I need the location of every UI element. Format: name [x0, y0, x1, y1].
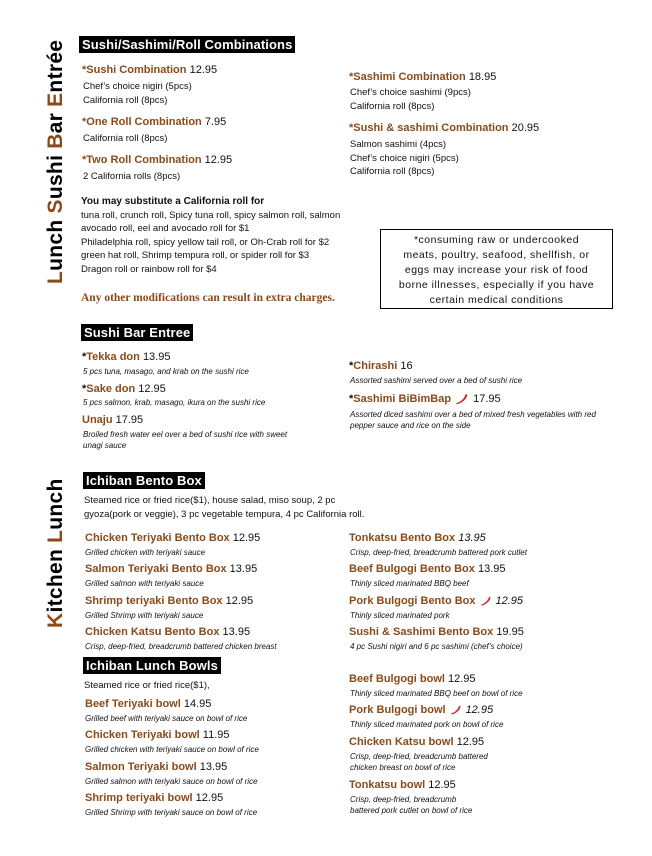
menu-item-title: *One Roll Combination 7.95	[82, 116, 227, 128]
side-word: ntrée	[44, 39, 67, 93]
section-header-combinations: Sushi/Sashimi/Roll Combinations	[79, 36, 295, 53]
chili-pepper-icon	[455, 393, 469, 405]
menu-item-desc: Crisp, deep-fried, breadcrumb battered chicken breast	[85, 642, 277, 651]
menu-item-title: Pork Bulgogi bowl 12.95	[349, 704, 494, 716]
side-letter: S	[44, 199, 67, 214]
menu-item-title: Beef Bulgogi Bento Box 13.95	[349, 563, 506, 575]
menu-item-desc: Thinly sliced marinated BBQ beef	[350, 579, 469, 588]
menu-item-title: Chicken Katsu bowl 12.95	[349, 736, 485, 748]
substitute-line: tuna roll, crunch roll, Spicy tuna roll, spicy salmon roll, salmon	[81, 210, 341, 221]
notice-line: certain medical conditions	[429, 294, 564, 306]
menu-item-desc: battered pork cutlet on bowl of rice	[350, 806, 473, 815]
notice-line: meats, poultry, seafood, shellfish, or	[403, 249, 590, 261]
menu-item-title: Chicken Teriyaki Bento Box 12.95	[85, 532, 261, 544]
menu-item-title: Beef Bulgogi bowl 12.95	[349, 673, 476, 685]
menu-item-desc: Crisp, deep-fried, breadcrumb battered pork cutlet	[350, 548, 527, 557]
menu-item-title: Beef Teriyaki bowl 14.95	[85, 698, 212, 710]
menu-item-title: *Sushi Combination 12.95	[82, 64, 218, 76]
menu-item-desc: Crisp, deep-fried, breadcrumb	[350, 795, 457, 804]
menu-item-title: Tonkatsu Bento Box 13.95	[349, 532, 486, 544]
menu-item-title: *Sashimi BiBimBap 17.95	[349, 393, 501, 405]
menu-item-line: 2 California rolls (8pcs)	[83, 171, 181, 182]
menu-item-line: Chef’s choice nigiri (5pcs)	[83, 81, 192, 92]
menu-item-desc: Grilled Shrimp with teriyaki sauce	[85, 611, 204, 620]
menu-item-desc: Thinly sliced marinated pork on bowl of rice	[350, 720, 504, 729]
section-header-sushi-bar-entree: Sushi Bar Entree	[81, 324, 193, 341]
menu-item-title: *Sashimi Combination 18.95	[349, 71, 497, 83]
menu-item-desc: Assorted diced sashimi over a bed of mixed fresh vegetables with red	[350, 410, 596, 419]
notice-line: borne illnesses, especially if you have	[398, 279, 595, 291]
menu-item-title: *Chirashi 16	[349, 360, 413, 372]
menu-item-desc: Crisp, deep-fried, breadcrumb battered	[350, 752, 488, 761]
menu-item-desc: Grilled chicken with teriyaki sauce on bowl of rice	[85, 745, 259, 754]
menu-item-title: Pork Bulgogi Bento Box 12.95	[349, 595, 524, 607]
side-word: ar	[44, 112, 67, 134]
side-word: unch	[44, 478, 67, 530]
menu-item-desc: 4 pc Sushi nigiri and 6 pc sashimi (chef’s choice)	[350, 642, 523, 651]
substitute-line: Dragon roll or rainbow roll for $4	[81, 264, 217, 275]
menu-item-line: Chef’s choice nigiri (5pcs)	[350, 153, 459, 164]
side-letter: E	[44, 92, 67, 107]
menu-item-line: California roll (8pcs)	[83, 133, 168, 144]
menu-item-desc: 5 pcs tuna, masago, and krab on the sushi rice	[83, 367, 249, 376]
menu-item-title: Salmon Teriyaki bowl 13.95	[85, 761, 228, 773]
menu-item-title: Unaju 17.95	[82, 414, 144, 426]
side-title-kitchen-lunch	[44, 478, 68, 628]
bento-intro-line: Steamed rice or fried rice($1), house salad, miso soup, 2 pc	[84, 495, 336, 506]
menu-item-desc: pepper sauce and rice on the side	[350, 421, 471, 430]
substitute-line: green hat roll, Shrimp tempura roll, or spider roll for $3	[81, 250, 310, 261]
menu-item-desc: Assorted sashimi served over a bed of sushi rice	[350, 376, 523, 385]
side-letter: B	[44, 133, 67, 149]
menu-item-title: *Two Roll Combination 12.95	[82, 154, 233, 166]
menu-item-desc: Thinly sliced marinated BBQ beef on bowl of rice	[350, 689, 523, 698]
chili-pepper-icon	[480, 595, 492, 607]
side-word: itchen	[44, 548, 67, 613]
substitute-line: avocado roll, eel and avocado roll for $1	[81, 223, 250, 234]
menu-item-title: Sushi & Sashimi Bento Box 19.95	[349, 626, 524, 638]
menu-item-title: Chicken Teriyaki bowl 11.95	[85, 729, 230, 741]
side-title-lunch-sushi-bar-entree	[44, 40, 68, 284]
menu-item-desc: Grilled salmon with teriyaki sauce on bowl of rice	[85, 777, 258, 786]
section-header-lunch-bowls: Ichiban Lunch Bowls	[83, 657, 221, 674]
menu-item-line: Salmon sashimi (4pcs)	[350, 139, 447, 150]
bento-intro-line: gyoza(pork or veggie), 3 pc vegetable tempura, 4 pc California roll.	[84, 509, 365, 520]
menu-item-line: California roll (8pcs)	[83, 95, 168, 106]
menu-item-line: California roll (8pcs)	[350, 166, 435, 177]
side-word: ushi	[44, 154, 67, 200]
menu-item-desc: Broiled fresh water eel over a bed of sushi rice with sweet	[83, 430, 288, 439]
side-letter: L	[44, 270, 67, 284]
side-letter: K	[44, 612, 67, 628]
menu-item-desc: Grilled beef with teriyaki sauce on bowl of rice	[85, 714, 248, 723]
side-letter: L	[44, 529, 67, 543]
chili-pepper-icon	[450, 704, 462, 716]
menu-item-line: California roll (8pcs)	[350, 101, 435, 112]
raw-food-notice	[380, 229, 613, 309]
menu-item-desc: Thinly sliced marinated pork	[350, 611, 450, 620]
menu-item-title: *Sushi & sashimi Combination 20.95	[349, 122, 540, 134]
menu-item-title: Tonkatsu bowl 12.95	[349, 779, 456, 791]
menu-item-desc: 5 pcs salmon, krab, masago, ikura on the sushi rice	[83, 398, 266, 407]
menu-item-desc: Grilled Shrimp with teriyaki sauce on bowl of rice	[85, 808, 258, 817]
menu-item-desc: Grilled salmon with teriyaki sauce	[85, 579, 204, 588]
notice-line: eggs may increase your risk of food	[404, 264, 589, 276]
menu-item-title: *Tekka don 13.95	[82, 351, 171, 363]
menu-item-line: Chef’s choice sashimi (9pcs)	[350, 87, 471, 98]
side-word: unch	[44, 219, 67, 271]
section-header-bento-box: Ichiban Bento Box	[83, 472, 205, 489]
menu-item-desc: Grilled chicken with teriyaki sauce	[85, 548, 206, 557]
menu-item-title: Chicken Katsu Bento Box 13.95	[85, 626, 251, 638]
notice-line: *consuming raw or undercooked	[413, 234, 580, 246]
menu-item-title: Shrimp teriyaki bowl 12.95	[85, 792, 224, 804]
menu-item-desc: unagi sauce	[83, 441, 127, 450]
bowls-intro: Steamed rice or fried rice($1),	[84, 680, 210, 691]
menu-item-title: Shrimp teriyaki Bento Box 12.95	[85, 595, 254, 607]
extra-charge-note: Any other modifications can result in extra charges.	[81, 292, 335, 304]
menu-item-desc: chicken breast on bowl of rice	[350, 763, 456, 772]
substitute-title: You may substitute a California roll for	[81, 196, 265, 207]
substitute-line: Philadelphia roll, spicy yellow tail roll, or Oh-Crab roll for $2	[81, 237, 330, 248]
menu-item-title: *Sake don 12.95	[82, 383, 166, 395]
menu-item-title: Salmon Teriyaki Bento Box 13.95	[85, 563, 258, 575]
